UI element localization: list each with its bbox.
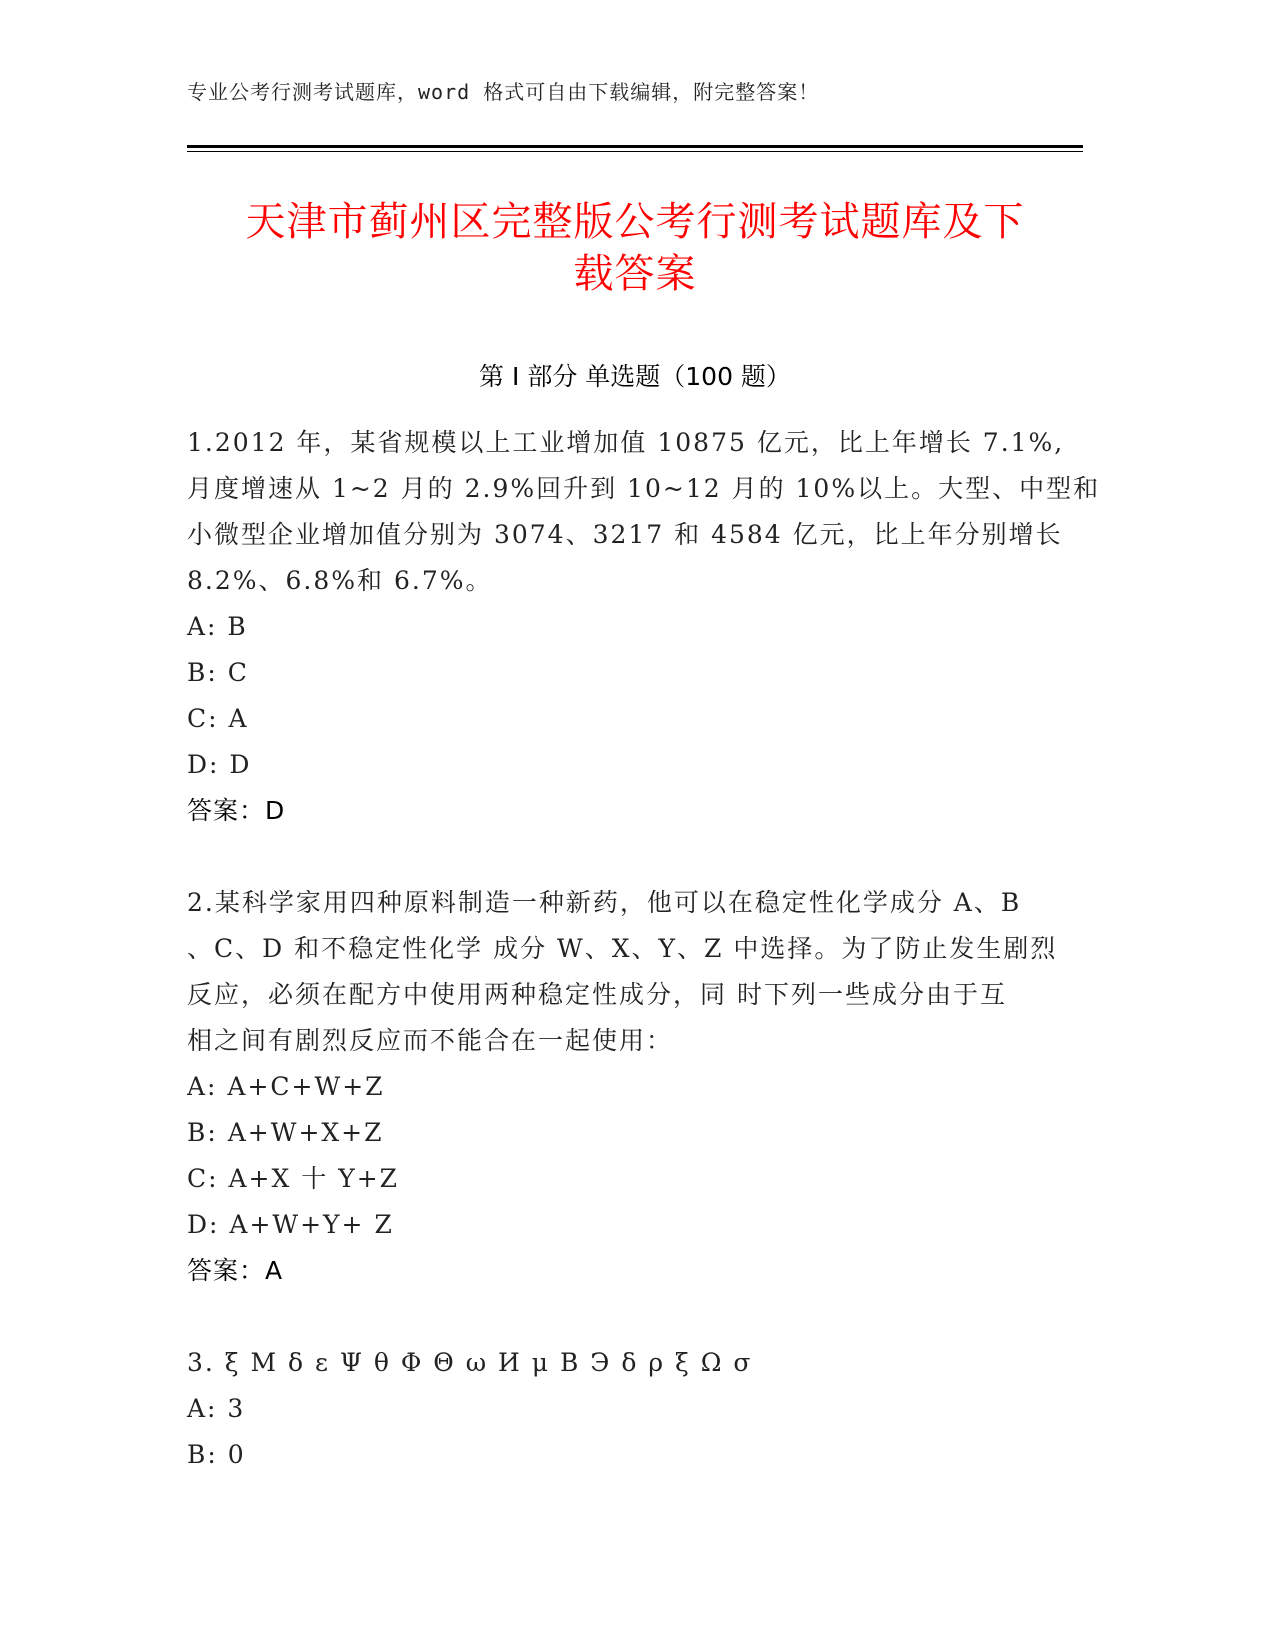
question-text-line: 、C、D 和不稳定性化学 成分 W、X、Y、Z 中选择。为了防止发生剧烈	[187, 934, 1058, 963]
option-d: D: D	[187, 750, 252, 779]
option-a: A: B	[187, 612, 248, 641]
option-c: C: A+X 十 Y+Z	[187, 1164, 400, 1193]
option-b: B: C	[187, 658, 249, 687]
question-text-line: 月度增速从 1~2 月的 2.9%回升到 10~12 月的 10%以上。大型、中型和	[187, 474, 1101, 503]
page-header: 专业公考行测考试题库，word 格式可自由下载编辑，附完整答案！	[187, 80, 820, 104]
document-title	[187, 196, 1083, 300]
answer: 答案：A	[187, 1256, 284, 1285]
header-rule-thick	[187, 145, 1083, 148]
option-a: A: A+C+W+Z	[187, 1072, 385, 1101]
option-c: C: A	[187, 704, 249, 733]
option-b: B: A+W+X+Z	[187, 1118, 384, 1147]
question-text-line: 3. ξ M δ ε Ψ θ Φ Θ ω И μ B Э δ ρ ξ Ω σ	[187, 1348, 753, 1377]
question-text-line: 反应，必须在配方中使用两种稳定性成分，同 时下列一些成分由于互	[187, 980, 1007, 1009]
question-text-line: 小微型企业增加值分别为 3074、3217 和 4584 亿元，比上年分别增长	[187, 520, 1063, 549]
title-line-2: 载答案	[573, 251, 697, 297]
answer: 答案：D	[187, 796, 286, 825]
header-rule-thin	[187, 151, 1083, 152]
question-text-line: 8.2%、6.8%和 6.7%。	[187, 566, 493, 595]
option-b: B: 0	[187, 1440, 246, 1469]
title-line-1: 天津市蓟州区完整版公考行测考试题库及下	[245, 199, 1025, 245]
question-2	[187, 880, 1067, 1294]
option-a: A: 3	[187, 1394, 246, 1423]
question-3	[187, 1340, 1067, 1478]
question-1	[187, 420, 1101, 834]
section-heading: 第 I 部分 单选题（100 题）	[479, 362, 791, 391]
question-text-line: 2.某科学家用四种原料制造一种新药，他可以在稳定性化学成分 A、B	[187, 888, 1022, 917]
question-text-line: 相之间有剧烈反应而不能合在一起使用：	[187, 1026, 674, 1055]
question-text-line: 1.2012 年，某省规模以上工业增加值 10875 亿元，比上年增长 7.1%,	[187, 428, 1065, 457]
option-d: D: A+W+Y+ Z	[187, 1210, 394, 1239]
